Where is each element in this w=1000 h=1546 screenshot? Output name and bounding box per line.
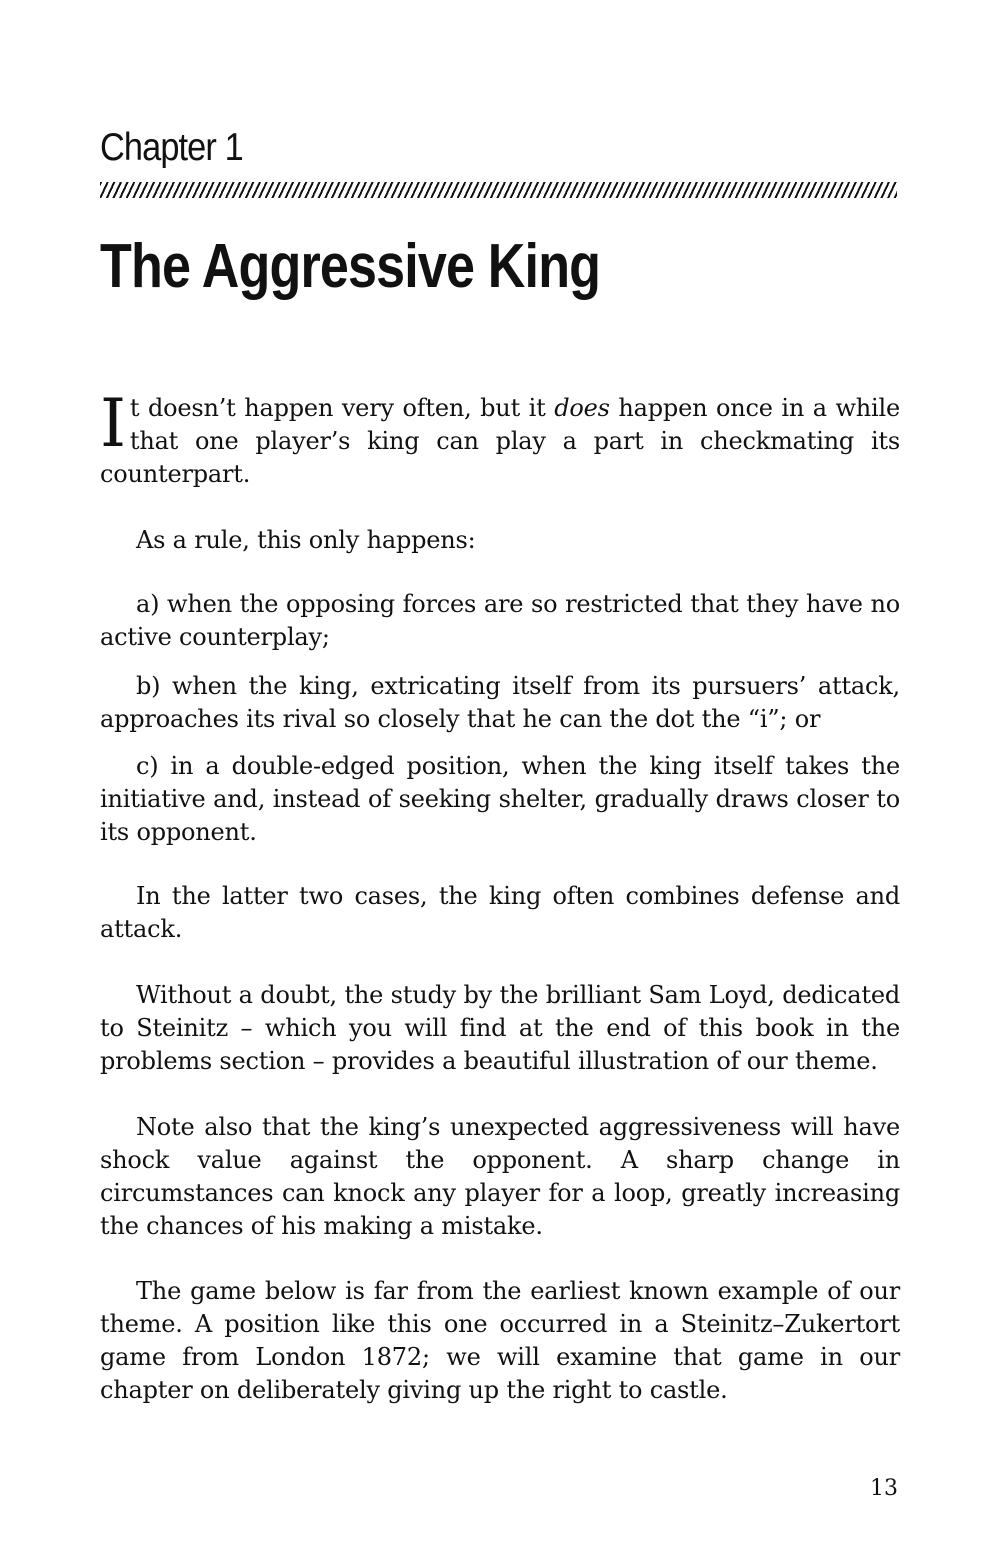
chapter-label: Chapter 1 [100,126,243,169]
page-number: 13 [870,1476,898,1501]
game-below-paragraph: The game below is far from the earliest known example of our theme. A position like this one occurred in a Steinitz–Zukertort game from London 1872; we will examine that game in our chapter on deliberately giving up the right to castle. [100,1277,900,1404]
book-page [100,0,900,1546]
intro-paragraph [100,385,901,491]
case-a-paragraph: a) when the opposing forces are so restricted that they have no active counterplay; [100,590,900,651]
hatched-divider [100,182,897,198]
chapter-title: The Aggressive King [100,232,601,301]
intro-text-end: happen once in a while that one player’s king can play a part in checkmating its counterpart. [100,394,901,488]
shock-value-paragraph: Note also that the king’s unexpected aggressiveness will have shock value against the opponent. A sharp change in circumstances can knock any player for a loop, greatly increasing the chances of his making a mistake. [100,1113,900,1240]
intro-emphasis: does [554,394,610,422]
rule-paragraph: As a rule, this only happens: [136,526,476,554]
case-b-paragraph: b) when the king, extricating itself from its pursuers’ attack, approaches its rival so closely that he can the dot the “i”; or [100,672,900,733]
case-c-paragraph: c) in a double-edged position, when the king itself takes the initiative and, instead of seeking shelter, gradually draws closer to its opponent. [100,752,900,846]
intro-text-start: t doesn’t happen very often, but it [129,394,555,422]
latter-cases-paragraph: In the latter two cases, the king often combines defense and attack. [100,882,900,943]
drop-cap: I [100,385,126,462]
loyd-study-paragraph: Without a doubt, the study by the brilliant Sam Loyd, dedicated to Steinitz – which you will find at the end of this book in the problems section – provides a beautiful illustration of our theme. [100,981,900,1075]
